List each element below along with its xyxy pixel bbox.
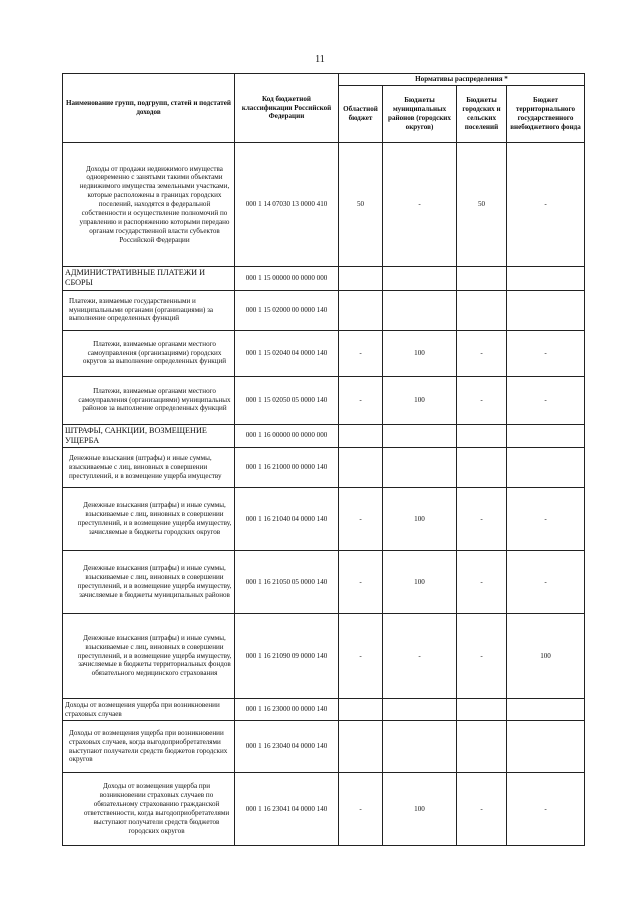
row-urban-rural [457, 290, 507, 330]
table-row [63, 376, 585, 424]
row-tfoms [507, 267, 585, 291]
row-name: Доходы от возмещения ущерба при возникновении страховых случаев [63, 699, 235, 721]
table-row [63, 551, 585, 614]
row-code: 000 1 16 21090 09 0000 140 [235, 614, 339, 699]
header-norms: Нормативы распределения * [339, 74, 585, 86]
row-urban-rural: - [457, 488, 507, 551]
table-row [63, 424, 585, 448]
row-name: Денежные взыскания (штрафы) и иные суммы, взыскиваемые с лиц, виновных в совершении преступлений, и в возмещение ущерба имуществу, зачисляемые в бюджеты территориальных фондов обязательного медицинского страхования [63, 614, 235, 699]
row-regional: - [339, 551, 383, 614]
row-code: 000 1 15 02000 00 0000 140 [235, 290, 339, 330]
page-number: 11 [315, 54, 325, 65]
row-regional: - [339, 773, 383, 846]
header-code: Код бюджетной классификации Российской Федерации [235, 74, 339, 143]
row-municipal [383, 699, 457, 721]
row-municipal: - [383, 143, 457, 267]
row-regional [339, 699, 383, 721]
row-tfoms: - [507, 330, 585, 376]
row-urban-rural: 50 [457, 143, 507, 267]
row-tfoms [507, 699, 585, 721]
row-municipal: 100 [383, 773, 457, 846]
row-municipal: 100 [383, 551, 457, 614]
table-header [63, 74, 585, 143]
row-regional [339, 448, 383, 488]
row-urban-rural [457, 267, 507, 291]
row-municipal [383, 290, 457, 330]
row-code: 000 1 16 23040 04 0000 140 [235, 721, 339, 773]
row-municipal: 100 [383, 376, 457, 424]
table-row [63, 290, 585, 330]
row-regional: - [339, 376, 383, 424]
row-municipal: 100 [383, 330, 457, 376]
table-row [63, 721, 585, 773]
row-code: 000 1 16 23041 04 0000 140 [235, 773, 339, 846]
header-name: Наименование групп, подгрупп, статей и подстатей доходов [63, 74, 235, 143]
table-row [63, 267, 585, 291]
row-regional: - [339, 614, 383, 699]
row-regional: - [339, 330, 383, 376]
row-name: АДМИНИСТРАТИВНЫЕ ПЛАТЕЖИ И СБОРЫ [63, 267, 235, 291]
row-code: 000 1 15 00000 00 0000 000 [235, 267, 339, 291]
header-urban-rural: Бюджеты городских и сельских поселений [457, 86, 507, 143]
table-row [63, 448, 585, 488]
row-regional [339, 267, 383, 291]
row-urban-rural [457, 699, 507, 721]
row-tfoms [507, 721, 585, 773]
row-name: Денежные взыскания (штрафы) и иные суммы, взыскиваемые с лиц, виновных в совершении преступлений, и в возмещение ущерба имуществу, зачисляемые в бюджеты муниципальных районов [63, 551, 235, 614]
row-name: Денежные взыскания (штрафы) и иные суммы, взыскиваемые с лиц, виновных в совершении преступлений, и в возмещение ущерба имуществу [63, 448, 235, 488]
row-tfoms: - [507, 488, 585, 551]
row-municipal: - [383, 614, 457, 699]
row-urban-rural: - [457, 614, 507, 699]
row-municipal [383, 267, 457, 291]
row-municipal: 100 [383, 488, 457, 551]
row-urban-rural: - [457, 551, 507, 614]
header-municipal: Бюджеты муниципальных районов (городских округов) [383, 86, 457, 143]
row-urban-rural: - [457, 330, 507, 376]
row-tfoms [507, 290, 585, 330]
row-code: 000 1 16 21040 04 0000 140 [235, 488, 339, 551]
row-regional: - [339, 488, 383, 551]
row-name: ШТРАФЫ, САНКЦИИ, ВОЗМЕЩЕНИЕ УЩЕРБА [63, 424, 235, 448]
row-urban-rural [457, 424, 507, 448]
table-row [63, 699, 585, 721]
row-municipal [383, 424, 457, 448]
row-name: Доходы от возмещения ущерба при возникновении страховых случаев, когда выгодоприобретателями выступают получатели средств бюджетов городских округов [63, 721, 235, 773]
row-code: 000 1 16 21050 05 0000 140 [235, 551, 339, 614]
row-municipal [383, 448, 457, 488]
row-tfoms: 100 [507, 614, 585, 699]
row-name: Денежные взыскания (штрафы) и иные суммы, взыскиваемые с лиц, виновных в совершении преступлений, и в возмещение ущерба имуществу, зачисляемые в бюджеты городских округов [63, 488, 235, 551]
row-code: 000 1 15 02050 05 0000 140 [235, 376, 339, 424]
row-regional [339, 290, 383, 330]
row-name: Платежи, взимаемые органами местного самоуправления (организациями) муниципальных районов за выполнение определенных функций [63, 376, 235, 424]
row-urban-rural [457, 721, 507, 773]
row-tfoms: - [507, 143, 585, 267]
table-row [63, 143, 585, 267]
row-code: 000 1 16 00000 00 0000 000 [235, 424, 339, 448]
row-code: 000 1 15 02040 04 0000 140 [235, 330, 339, 376]
row-regional: 50 [339, 143, 383, 267]
row-urban-rural: - [457, 376, 507, 424]
table-row [63, 330, 585, 376]
row-tfoms: - [507, 551, 585, 614]
table-row [63, 773, 585, 846]
row-municipal [383, 721, 457, 773]
row-name: Платежи, взимаемые государственными и муниципальными органами (организациями) за выполнение определенных функций [63, 290, 235, 330]
header-tfoms: Бюджет территориального государственного внебюджетного фонда [507, 86, 585, 143]
row-name: Доходы от возмещения ущерба при возникновении страховых случаев по обязательному страхованию гражданской ответственности, когда выгодоприобретателями выступают получатели средств бюджетов городских округов [63, 773, 235, 846]
row-tfoms [507, 424, 585, 448]
row-name: Платежи, взимаемые органами местного самоуправления (организациями) городских округов за выполнение определенных функций [63, 330, 235, 376]
table-row [63, 614, 585, 699]
header-regional: Областной бюджет [339, 86, 383, 143]
row-urban-rural [457, 448, 507, 488]
row-urban-rural: - [457, 773, 507, 846]
row-tfoms: - [507, 376, 585, 424]
row-regional [339, 424, 383, 448]
budget-norms-table [62, 73, 585, 846]
row-tfoms [507, 448, 585, 488]
row-tfoms: - [507, 773, 585, 846]
table-row [63, 488, 585, 551]
row-code: 000 1 16 23000 00 0000 140 [235, 699, 339, 721]
row-name: Доходы от продажи недвижимого имущества одновременно с занятыми такими объектами недвижимого имущества земельными участками, которые расположены в границах городских поселений, находятся в федеральной собственности и осуществление полномочий по управлению и распоряжению которыми передано органам государственной власти субъектов Российской Федерации [63, 143, 235, 267]
row-regional [339, 721, 383, 773]
row-code: 000 1 14 07030 13 0000 410 [235, 143, 339, 267]
row-code: 000 1 16 21000 00 0000 140 [235, 448, 339, 488]
